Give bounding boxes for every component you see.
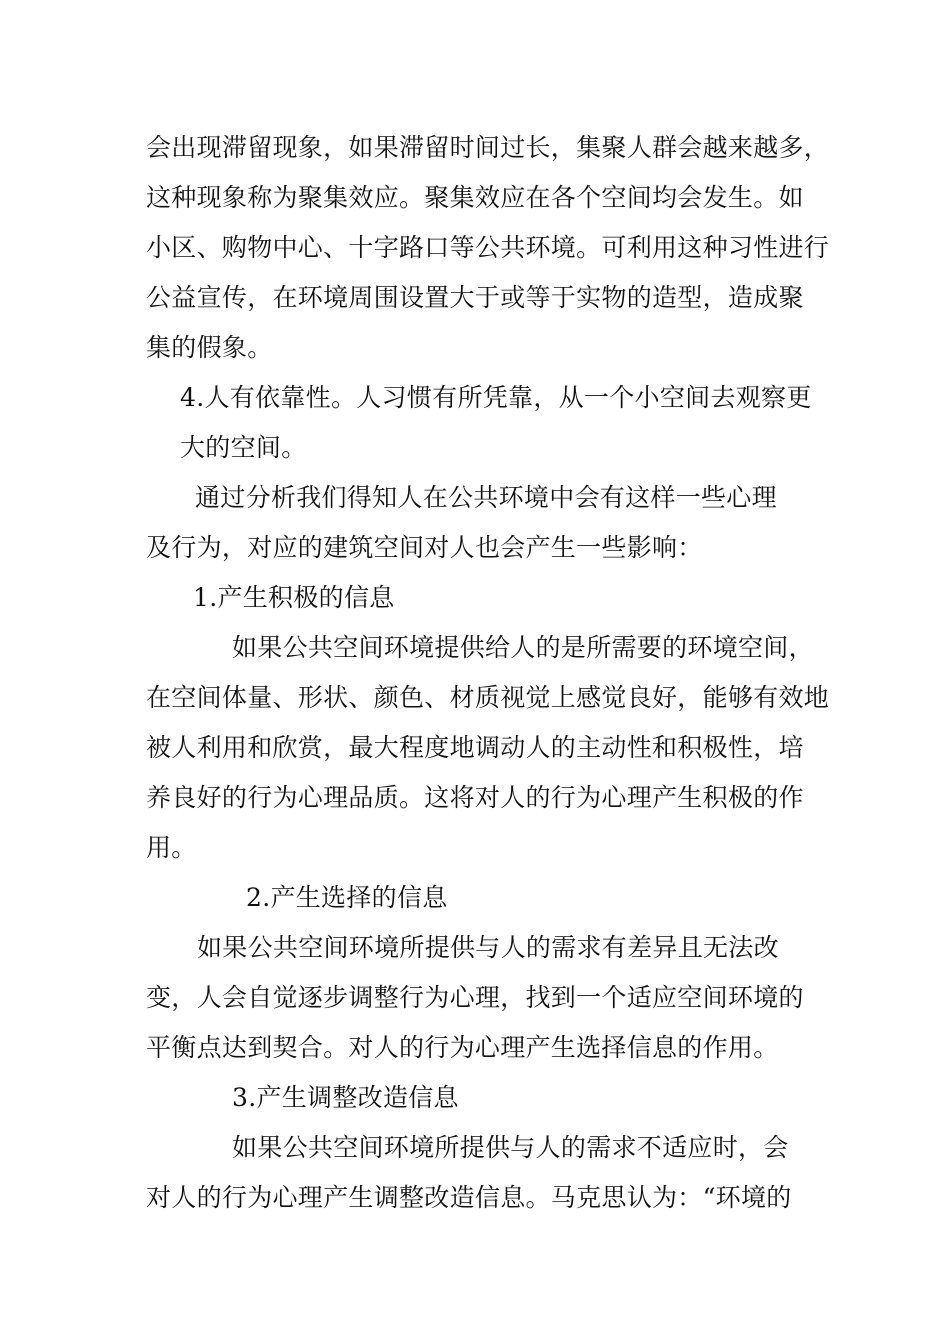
section-2-paragraph-line-3: 平衡点达到契合。对人的行为心理产生选择信息的作用。 [146, 1033, 779, 1062]
section-1-paragraph-line-5: 用。 [146, 833, 197, 862]
section-2-paragraph-line-2: 变，人会自觉逐步调整行为心理，找到一个适应空间环境的 [146, 983, 804, 1012]
section-1-paragraph-line-2: 在空间体量、形状、颜色、材质视觉上感觉良好，能够有效地 [146, 683, 830, 712]
text-line-3: 小区、购物中心、十字路口等公共环境。可利用这种习性进行 [146, 233, 830, 262]
section-heading-3: 3.产生调整改造信息 [232, 1083, 459, 1112]
paragraph-analysis: 通过分析我们得知人在公共环境中会有这样一些心理 [195, 483, 777, 512]
section-2-paragraph-line-1: 如果公共空间环境所提供与人的需求有差异且无法改 [197, 933, 779, 962]
list-item-4-continued: 大的空间。 [180, 433, 307, 462]
text-line-2: 这种现象称为聚集效应。聚集效应在各个空间均会发生。如 [146, 183, 804, 212]
text-line-5: 集的假象。 [146, 333, 273, 362]
section-heading-1: 1.产生积极的信息 [193, 583, 395, 612]
section-1-paragraph-line-4: 养良好的行为心理品质。这将对人的行为心理产生积极的作 [146, 783, 804, 812]
text-line-4: 公益宣传，在环境周围设置大于或等于实物的造型，造成聚 [146, 283, 804, 312]
section-1-paragraph-line-3: 被人利用和欣赏，最大程度地调动人的主动性和积极性，培 [146, 733, 804, 762]
list-item-4: 4.人有依靠性。人习惯有所凭靠，从一个小空间去观察更 [180, 383, 812, 412]
section-heading-2: 2.产生选择的信息 [246, 883, 448, 912]
text-line-1: 会出现滞留现象，如果滞留时间过长，集聚人群会越来越多， [146, 133, 830, 162]
section-3-paragraph-line-2: 对人的行为心理产生调整改造信息。马克思认为：“环境的 [146, 1183, 792, 1212]
section-3-paragraph-line-1: 如果公共空间环境所提供与人的需求不适应时，会 [232, 1133, 789, 1162]
paragraph-analysis-continued: 及行为，对应的建筑空间对人也会产生一些影响： [146, 533, 703, 562]
section-1-paragraph-line-1: 如果公共空间环境提供给人的是所需要的环境空间， [232, 633, 814, 662]
